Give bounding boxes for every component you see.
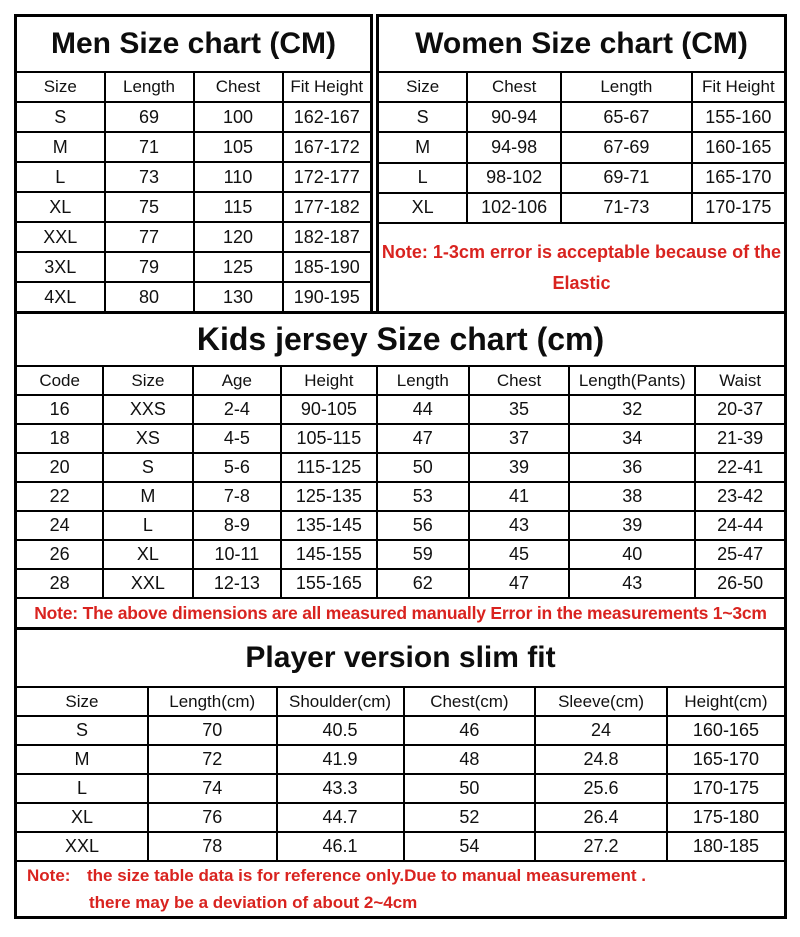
- player-header-row: [16, 687, 786, 716]
- table-cell: 38: [569, 482, 695, 511]
- player-version-table: [14, 627, 787, 919]
- column-header: Length(Pants): [569, 366, 695, 395]
- column-header: Length: [561, 72, 692, 102]
- table-cell: 40.5: [277, 716, 404, 745]
- table-cell: 20: [16, 453, 104, 482]
- column-header: Length: [377, 366, 469, 395]
- column-header: Height: [281, 366, 376, 395]
- table-row: [16, 569, 786, 598]
- table-cell: S: [16, 102, 105, 132]
- table-cell: 177-182: [283, 192, 372, 222]
- table-cell: XL: [16, 803, 148, 832]
- column-header: Chest: [194, 72, 283, 102]
- table-cell: 45: [469, 540, 569, 569]
- table-cell: XL: [16, 192, 105, 222]
- table-cell: 52: [404, 803, 536, 832]
- men-header-row: [16, 72, 372, 102]
- player-title-row: [16, 629, 786, 688]
- table-cell: 50: [404, 774, 536, 803]
- size-chart-sheet: [14, 14, 787, 919]
- table-cell: 71: [105, 132, 194, 162]
- table-cell: 12-13: [193, 569, 282, 598]
- table-cell: 59: [377, 540, 469, 569]
- table-cell: 20-37: [695, 395, 785, 424]
- table-cell: 115-125: [281, 453, 376, 482]
- table-cell: 46.1: [277, 832, 404, 861]
- player-version-title: Player version slim fit: [16, 629, 786, 688]
- table-cell: 39: [469, 453, 569, 482]
- table-cell: M: [378, 132, 468, 162]
- women-title-row: [378, 16, 786, 73]
- table-cell: 130: [194, 282, 283, 313]
- table-cell: 44: [377, 395, 469, 424]
- table-row: [16, 395, 786, 424]
- table-cell: 22: [16, 482, 104, 511]
- table-cell: 47: [377, 424, 469, 453]
- table-cell: 185-190: [283, 252, 372, 282]
- kids-note-row: [16, 598, 786, 629]
- table-cell: XL: [103, 540, 192, 569]
- table-cell: 43: [469, 511, 569, 540]
- table-row: [16, 716, 786, 745]
- column-header: Size: [16, 687, 148, 716]
- table-cell: 35: [469, 395, 569, 424]
- table-cell: 125-135: [281, 482, 376, 511]
- top-section: [14, 14, 787, 314]
- table-cell: 16: [16, 395, 104, 424]
- table-cell: 94-98: [467, 132, 561, 162]
- table-cell: 175-180: [667, 803, 786, 832]
- table-cell: 34: [569, 424, 695, 453]
- column-header: Size: [103, 366, 192, 395]
- table-cell: 77: [105, 222, 194, 252]
- table-cell: XXS: [103, 395, 192, 424]
- table-cell: 72: [148, 745, 277, 774]
- table-cell: 53: [377, 482, 469, 511]
- table-cell: 79: [105, 252, 194, 282]
- column-header: Shoulder(cm): [277, 687, 404, 716]
- table-row: [16, 540, 786, 569]
- table-cell: 25-47: [695, 540, 785, 569]
- men-size-chart-table: [14, 14, 373, 314]
- table-cell: 26: [16, 540, 104, 569]
- kids-title-row: [16, 313, 786, 367]
- table-cell: 8-9: [193, 511, 282, 540]
- table-cell: 160-165: [692, 132, 786, 162]
- player-note-line1: [27, 862, 782, 889]
- table-cell: XXL: [16, 832, 148, 861]
- column-header: Length(cm): [148, 687, 277, 716]
- player-reference-note: [16, 861, 786, 918]
- kids-size-chart-title: Kids jersey Size chart (cm): [16, 313, 786, 367]
- table-cell: 120: [194, 222, 283, 252]
- table-cell: 25.6: [535, 774, 667, 803]
- table-row: [378, 193, 786, 223]
- table-row: [16, 424, 786, 453]
- table-cell: 105-115: [281, 424, 376, 453]
- table-cell: L: [16, 774, 148, 803]
- player-note-prefix: Note:: [27, 866, 71, 885]
- women-note-line2: Elastic: [552, 272, 611, 293]
- table-cell: 75: [105, 192, 194, 222]
- table-cell: 74: [148, 774, 277, 803]
- table-cell: 47: [469, 569, 569, 598]
- table-cell: 37: [469, 424, 569, 453]
- men-size-chart-title: Men Size chart (CM): [16, 16, 372, 73]
- table-cell: 170-175: [667, 774, 786, 803]
- column-header: Fit Height: [692, 72, 786, 102]
- table-cell: 4-5: [193, 424, 282, 453]
- table-cell: 125: [194, 252, 283, 282]
- table-row: [16, 774, 786, 803]
- table-row: [378, 163, 786, 193]
- table-cell: S: [378, 102, 468, 132]
- table-cell: 135-145: [281, 511, 376, 540]
- table-cell: 162-167: [283, 102, 372, 132]
- table-cell: 67-69: [561, 132, 692, 162]
- kids-measurement-note: Note: The above dimensions are all measured manually Error in the measurements 1~3cm: [16, 598, 786, 629]
- table-cell: 102-106: [467, 193, 561, 223]
- men-title-row: [16, 16, 372, 73]
- table-cell: 5-6: [193, 453, 282, 482]
- table-cell: 71-73: [561, 193, 692, 223]
- table-cell: 70: [148, 716, 277, 745]
- table-cell: 90-94: [467, 102, 561, 132]
- table-cell: 43.3: [277, 774, 404, 803]
- table-row: [16, 745, 786, 774]
- column-header: Age: [193, 366, 282, 395]
- women-note-row: [378, 223, 786, 312]
- table-cell: 24.8: [535, 745, 667, 774]
- table-cell: 24: [535, 716, 667, 745]
- column-header: Sleeve(cm): [535, 687, 667, 716]
- table-cell: XL: [378, 193, 468, 223]
- table-cell: 100: [194, 102, 283, 132]
- table-cell: 182-187: [283, 222, 372, 252]
- table-cell: 80: [105, 282, 194, 313]
- column-header: Chest(cm): [404, 687, 536, 716]
- player-table-body: [16, 716, 786, 861]
- table-cell: 54: [404, 832, 536, 861]
- column-header: Fit Height: [283, 72, 372, 102]
- table-cell: 98-102: [467, 163, 561, 193]
- table-cell: 24: [16, 511, 104, 540]
- table-row: [378, 132, 786, 162]
- table-cell: 43: [569, 569, 695, 598]
- women-size-chart-title: Women Size chart (CM): [378, 16, 786, 73]
- table-cell: 22-41: [695, 453, 785, 482]
- column-header: Chest: [469, 366, 569, 395]
- table-cell: M: [103, 482, 192, 511]
- table-cell: 76: [148, 803, 277, 832]
- column-header: Waist: [695, 366, 785, 395]
- table-cell: 115: [194, 192, 283, 222]
- table-cell: 165-170: [692, 163, 786, 193]
- table-cell: 190-195: [283, 282, 372, 313]
- table-cell: 105: [194, 132, 283, 162]
- table-cell: XS: [103, 424, 192, 453]
- table-cell: 40: [569, 540, 695, 569]
- table-row: [16, 282, 372, 313]
- table-cell: 62: [377, 569, 469, 598]
- women-table-body: [378, 102, 786, 223]
- table-cell: 21-39: [695, 424, 785, 453]
- table-row: [16, 511, 786, 540]
- table-row: [16, 162, 372, 192]
- table-cell: 36: [569, 453, 695, 482]
- table-cell: 172-177: [283, 162, 372, 192]
- table-cell: L: [16, 162, 105, 192]
- table-cell: 69: [105, 102, 194, 132]
- player-note-row: [16, 861, 786, 918]
- table-cell: 155-165: [281, 569, 376, 598]
- table-cell: 90-105: [281, 395, 376, 424]
- table-cell: 69-71: [561, 163, 692, 193]
- table-cell: S: [103, 453, 192, 482]
- table-cell: XXL: [103, 569, 192, 598]
- column-header: Size: [378, 72, 468, 102]
- table-cell: 27.2: [535, 832, 667, 861]
- table-cell: S: [16, 716, 148, 745]
- table-cell: 65-67: [561, 102, 692, 132]
- kids-size-chart-table: [14, 311, 787, 630]
- table-cell: 44.7: [277, 803, 404, 832]
- table-cell: 10-11: [193, 540, 282, 569]
- table-row: [16, 102, 372, 132]
- table-cell: 48: [404, 745, 536, 774]
- player-note-text1: the size table data is for reference only.Due to manual measurement .: [87, 866, 646, 885]
- table-cell: 165-170: [667, 745, 786, 774]
- table-cell: 41: [469, 482, 569, 511]
- column-header: Height(cm): [667, 687, 786, 716]
- column-header: Length: [105, 72, 194, 102]
- table-cell: 180-185: [667, 832, 786, 861]
- table-cell: 32: [569, 395, 695, 424]
- table-row: [16, 192, 372, 222]
- table-cell: 28: [16, 569, 104, 598]
- table-row: [16, 803, 786, 832]
- women-note-line1: Note: 1-3cm error is acceptable because of the: [381, 241, 782, 262]
- table-cell: 23-42: [695, 482, 785, 511]
- table-cell: 46: [404, 716, 536, 745]
- men-table-body: [16, 102, 372, 313]
- kids-table-body: [16, 395, 786, 598]
- table-cell: 2-4: [193, 395, 282, 424]
- women-size-chart-table: [376, 14, 787, 314]
- column-header: Size: [16, 72, 105, 102]
- table-row: [378, 102, 786, 132]
- table-row: [16, 252, 372, 282]
- table-cell: 50: [377, 453, 469, 482]
- table-cell: 56: [377, 511, 469, 540]
- player-note-line2: there may be a deviation of about 2~4cm: [89, 893, 418, 913]
- table-cell: 167-172: [283, 132, 372, 162]
- table-cell: 170-175: [692, 193, 786, 223]
- table-cell: L: [103, 511, 192, 540]
- table-cell: 145-155: [281, 540, 376, 569]
- table-cell: 73: [105, 162, 194, 192]
- table-cell: 41.9: [277, 745, 404, 774]
- table-cell: 26.4: [535, 803, 667, 832]
- table-cell: 18: [16, 424, 104, 453]
- table-cell: 7-8: [193, 482, 282, 511]
- table-row: [16, 482, 786, 511]
- table-cell: XXL: [16, 222, 105, 252]
- table-cell: 78: [148, 832, 277, 861]
- column-header: Code: [16, 366, 104, 395]
- table-cell: 3XL: [16, 252, 105, 282]
- table-cell: 4XL: [16, 282, 105, 313]
- table-cell: 155-160: [692, 102, 786, 132]
- table-cell: 26-50: [695, 569, 785, 598]
- table-cell: 160-165: [667, 716, 786, 745]
- table-cell: M: [16, 132, 105, 162]
- table-row: [16, 453, 786, 482]
- women-elastic-note: [378, 223, 786, 312]
- table-cell: M: [16, 745, 148, 774]
- women-header-row: [378, 72, 786, 102]
- table-row: [16, 832, 786, 861]
- table-row: [16, 222, 372, 252]
- table-row: [16, 132, 372, 162]
- table-cell: 24-44: [695, 511, 785, 540]
- kids-header-row: [16, 366, 786, 395]
- table-cell: L: [378, 163, 468, 193]
- table-cell: 39: [569, 511, 695, 540]
- column-header: Chest: [467, 72, 561, 102]
- table-cell: 110: [194, 162, 283, 192]
